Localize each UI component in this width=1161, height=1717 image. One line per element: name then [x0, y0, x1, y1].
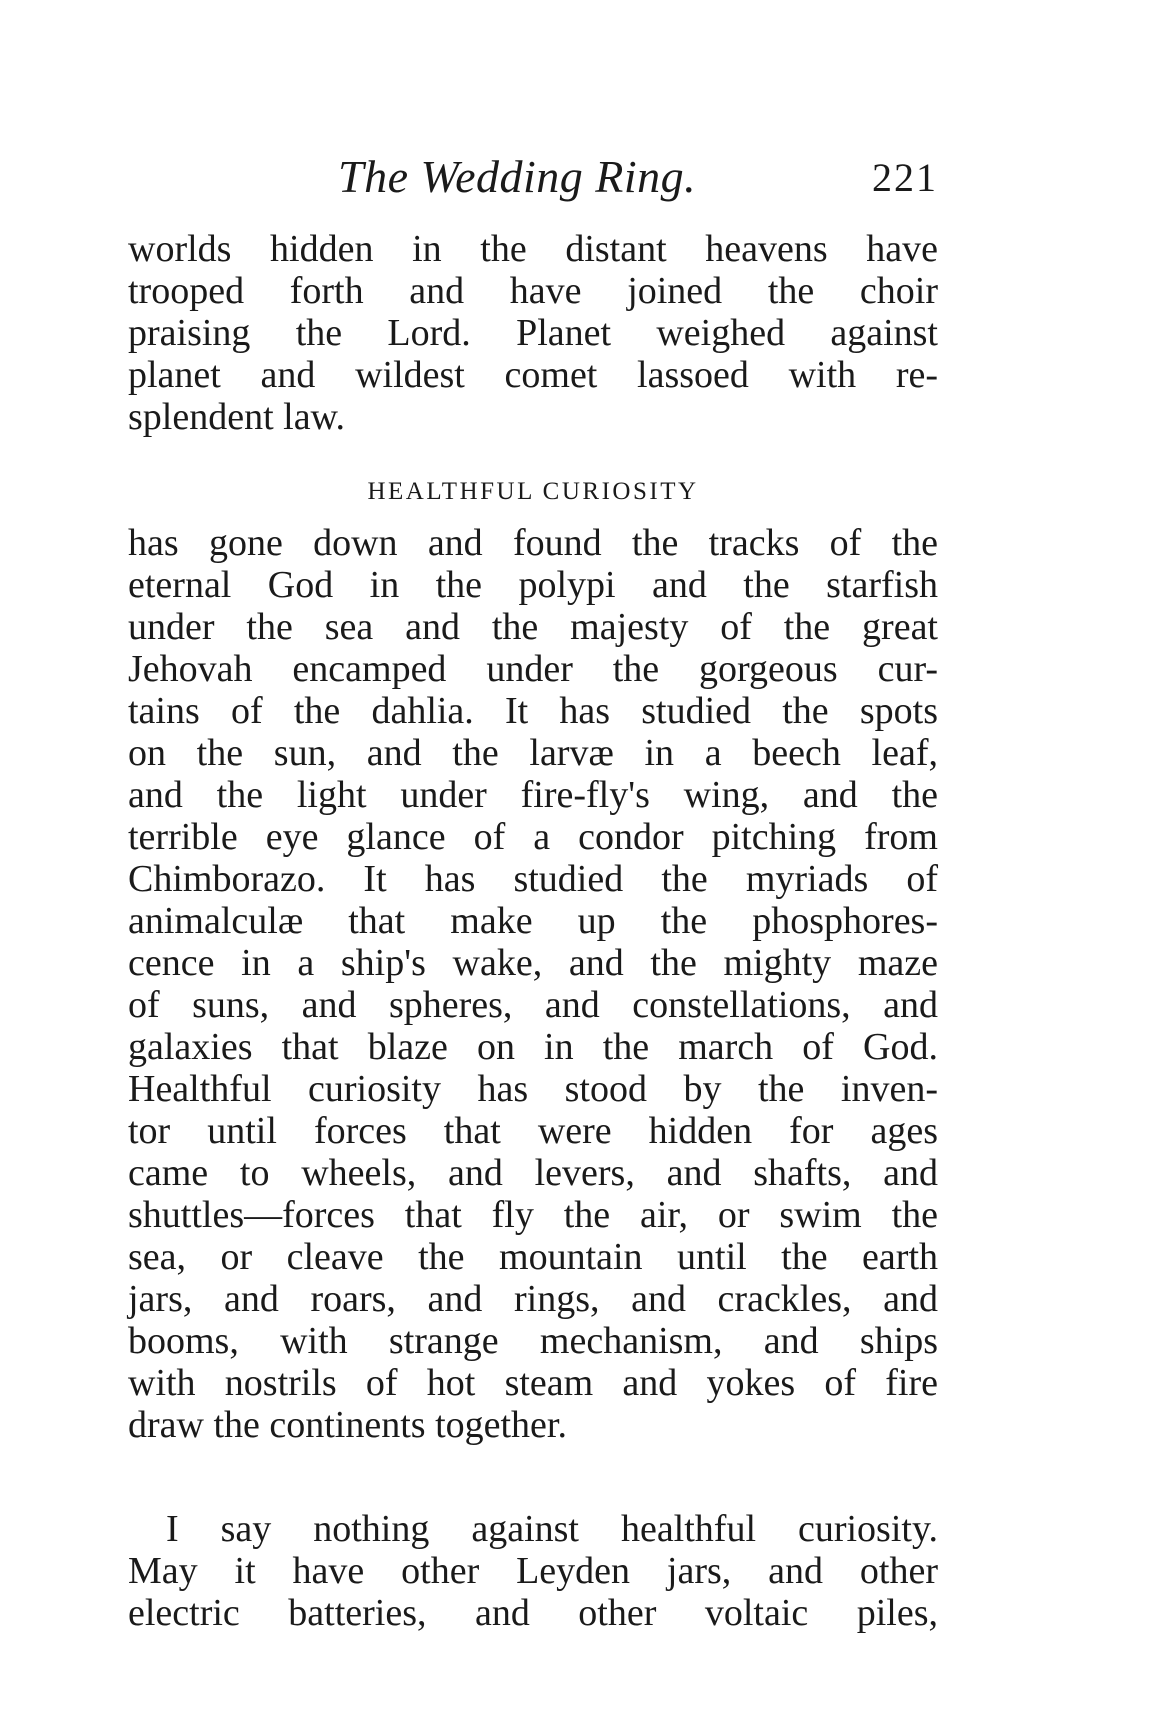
section-subheading: HEALTHFUL CURIOSITY [367, 478, 699, 505]
text-line: terrible eye glance of a condor pitching from [128, 816, 938, 858]
text-line: shuttles—forces that fly the air, or swim the [128, 1194, 938, 1236]
text-line: and the light under fire-fly's wing, and the [128, 774, 938, 816]
paragraph-2 [128, 522, 938, 1446]
text-line: tains of the dahlia. It has studied the spots [128, 690, 938, 732]
text-line: praising the Lord. Planet weighed against [128, 312, 938, 354]
text-line: sea, or cleave the mountain until the earth [128, 1236, 938, 1278]
text-line: trooped forth and have joined the choir [128, 270, 938, 312]
text-line: planet and wildest comet lassoed with re- [128, 354, 938, 396]
text-line: tor until forces that were hidden for ages [128, 1110, 938, 1152]
paragraph-1 [128, 228, 938, 438]
text-line: electric batteries, and other voltaic piles, [128, 1592, 938, 1634]
text-line: animalculæ that make up the phosphores- [128, 900, 938, 942]
text-line: on the sun, and the larvæ in a beech leaf, [128, 732, 938, 774]
text-line: draw the continents together. [128, 1404, 567, 1446]
paragraph-3 [128, 1508, 938, 1634]
page-header [128, 150, 938, 210]
text-line: cence in a ship's wake, and the mighty maze [128, 942, 938, 984]
text-line: under the sea and the majesty of the great [128, 606, 938, 648]
text-line: eternal God in the polypi and the starfish [128, 564, 938, 606]
text-line: May it have other Leyden jars, and other [128, 1550, 938, 1592]
text-line: Healthful curiosity has stood by the inven- [128, 1068, 938, 1110]
text-line: booms, with strange mechanism, and ships [128, 1320, 938, 1362]
text-line: splendent law. [128, 396, 346, 438]
text-line: came to wheels, and levers, and shafts, and [128, 1152, 938, 1194]
text-line: Jehovah encamped under the gorgeous cur- [128, 648, 938, 690]
text-line: galaxies that blaze on in the march of God. [128, 1026, 938, 1068]
page-number: 221 [872, 155, 938, 200]
running-title: The Wedding Ring. [338, 151, 697, 202]
text-line: jars, and roars, and rings, and crackles, and [128, 1278, 938, 1320]
text-line: of suns, and spheres, and constellations, and [128, 984, 938, 1026]
text-line: with nostrils of hot steam and yokes of fire [128, 1362, 938, 1404]
text-line: worlds hidden in the distant heavens have [128, 228, 938, 270]
text-line: Chimborazo. It has studied the myriads of [128, 858, 938, 900]
text-line: I say nothing against healthful curiosity. [166, 1508, 938, 1550]
text-line: has gone down and found the tracks of the [128, 522, 938, 564]
